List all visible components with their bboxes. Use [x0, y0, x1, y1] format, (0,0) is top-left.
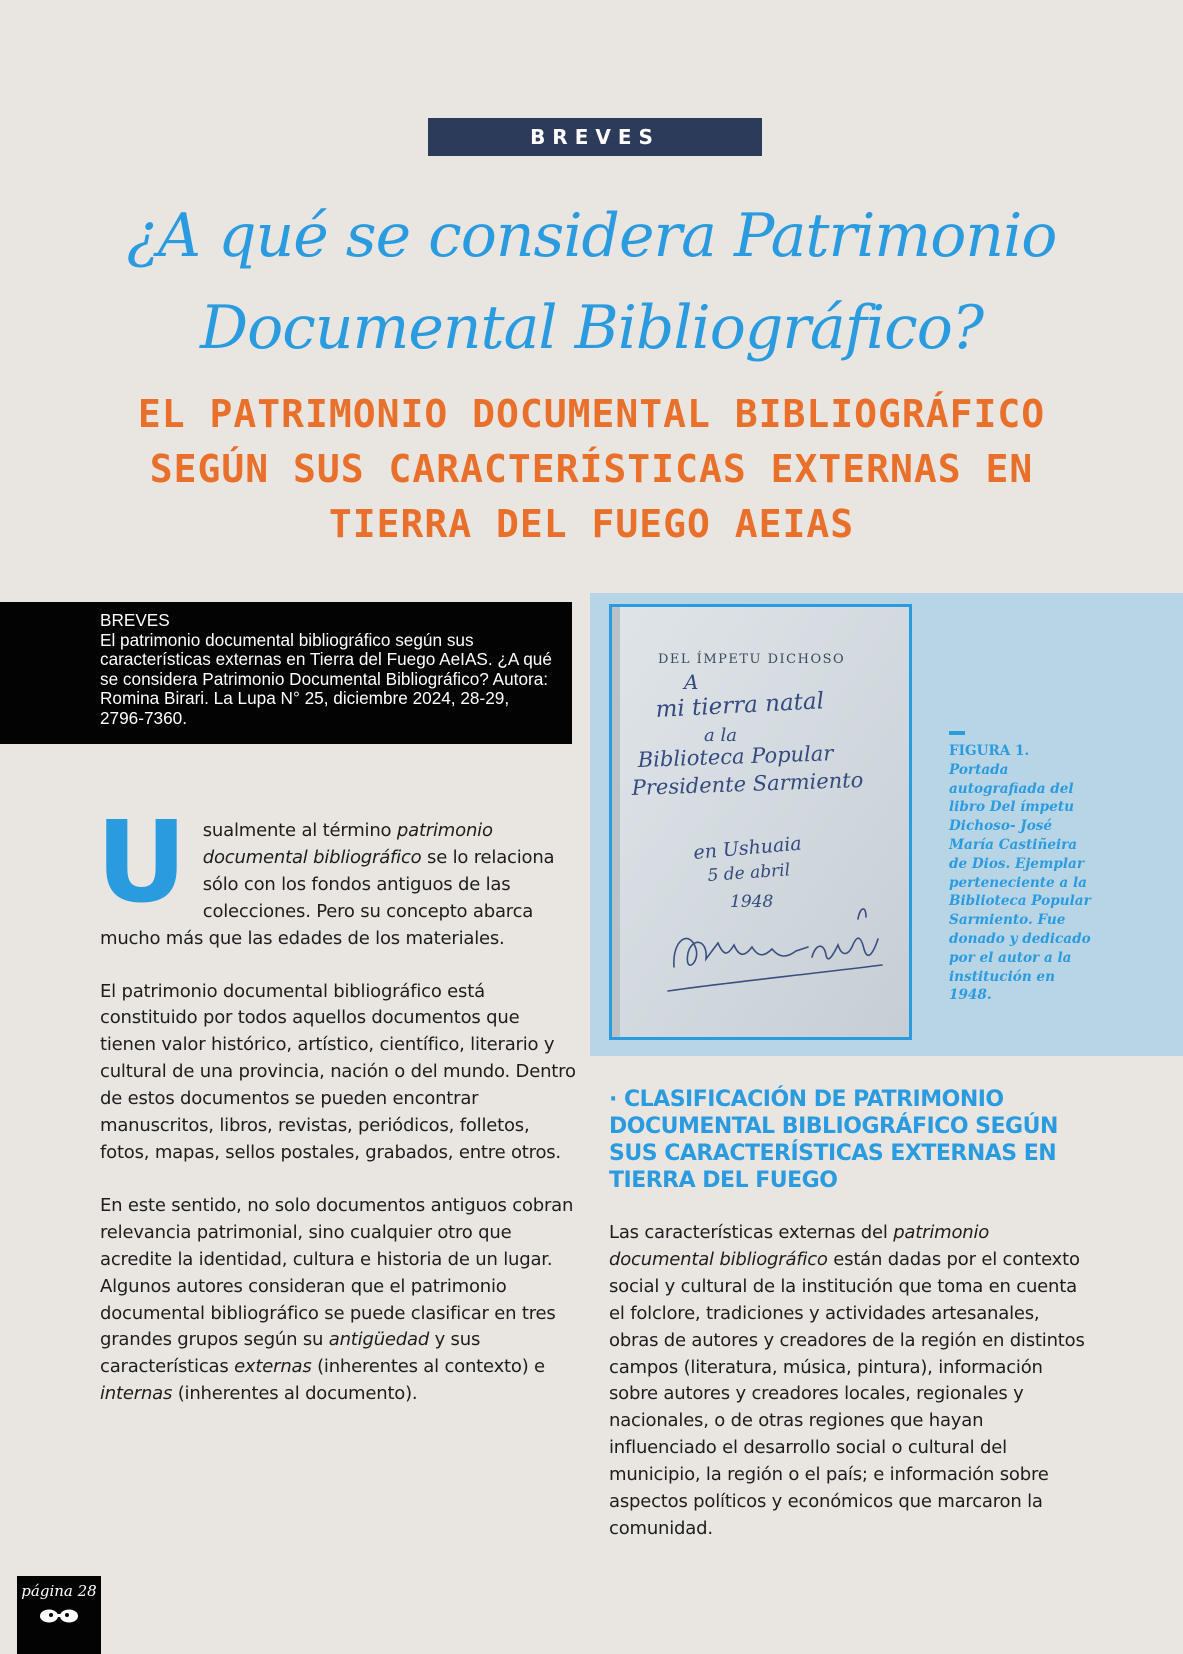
paragraph-1 — [96, 798, 580, 953]
article-subtitle — [80, 387, 1103, 552]
paragraph-right-text-a: Las características externas del — [609, 1222, 894, 1243]
handwriting-line-4: Biblioteca Popular — [637, 741, 834, 772]
handwriting-line-7: 5 de abril — [706, 860, 791, 886]
paragraph-right-text-b: están dadas por el contexto social y cultural de la institución que toma en cuenta el folclore, tradiciones y actividades artesanales, obras de autores y creadores de la región en distintos campos (literatura, música, pintura), información sobre autores y creadores locales, regionales y nacionales, o de otras regiones que hayan influenciado el desarrollo social o cultural del municipio, la región o el país; e información sobre aspectos políticos y económicos que marcaron la comunidad. — [609, 1248, 1085, 1539]
printed-book-title: DEL ÍMPETU DICHOSO — [658, 652, 846, 667]
paragraph-1-text-b: se lo relaciona sólo con los fondos antiguos de las colecciones. Pero su concepto abarca mucho más que las edades de los materiales. — [100, 846, 555, 949]
handwriting-line-8: 1948 — [730, 892, 774, 912]
paragraph-3-text-c: (inherentes al contexto) e — [311, 1356, 545, 1378]
paragraph-2: El patrimonio documental bibliográfico está constituido por todos aquellos documentos que tienen valor histórico, artístico, científico, literario y cultural de una provincia, nación o del mundo. Dentro de estos documentos se pueden encontrar manuscritos, libros, revistas, periódicos, folletos, fotos, mapas, sellos postales, grabados, entre otros. — [100, 980, 576, 1163]
handwriting-line-3: a la — [704, 725, 737, 746]
body-column-left — [96, 798, 580, 1434]
handwriting-line-2: mi tierra natal — [654, 688, 825, 723]
page-number-badge — [17, 1576, 101, 1654]
handwriting-line-6: en Ushuaia — [692, 832, 803, 864]
citation-label: BREVES — [100, 610, 170, 630]
subtitle-line-2: SEGÚN SUS CARACTERÍSTICAS EXTERNAS EN — [149, 447, 1034, 491]
handwriting-line-1: A — [684, 670, 699, 694]
figure-label: FIGURA 1. — [949, 743, 1030, 759]
paragraph-3-emphasis-2: externas — [234, 1356, 312, 1378]
paragraph-3-emphasis-1: antigüedad — [328, 1329, 430, 1351]
paragraph-right-emphasis: patrimonio documental bibliográfico — [609, 1222, 990, 1270]
magnifier-glasses-icon — [37, 1606, 81, 1626]
title-line-2: Documental Bibliográfico? — [199, 293, 983, 363]
citation-box — [0, 602, 572, 744]
page-title — [60, 190, 1123, 374]
figure-caption — [949, 731, 1099, 1005]
paragraph-3-text-b: y sus características — [100, 1329, 481, 1378]
figure-caption-text: Portada autografiada del libro Del ímpetu Dichoso- José María Castiñeira de Dios. Ejemplar perteneciente a la Biblioteca Popular Sarmiento. Fue donado y dedicado por el autor a la institución en 1948. — [949, 761, 1091, 1004]
drop-cap: U — [96, 798, 187, 928]
subtitle-line-1: EL PATRIMONIO DOCUMENTAL BIBLIOGRÁFICO — [137, 392, 1046, 436]
handwriting-line-5: Presidente Sarmiento — [631, 767, 864, 800]
paragraph-right — [609, 1220, 1089, 1543]
caption-mark — [949, 731, 965, 735]
paragraph-1-text-a: sualmente al término — [202, 820, 397, 841]
paragraph-3 — [100, 1193, 580, 1408]
book-cover-photo — [609, 604, 912, 1040]
page-number: página 28 — [21, 1582, 97, 1600]
section-tag: BREVES — [428, 118, 762, 156]
title-line-1: ¿A qué se considera Patrimonio — [126, 201, 1057, 271]
body-column-right — [609, 1220, 1089, 1543]
paragraph-3-text-a: En este sentido, no solo documentos antiguos cobran relevancia patrimonial, sino cualquier otro que acredite la identidad, cultura e historia de un lugar. Algunos autores consideran que el patrimonio documental bibliográfico se puede clasificar en tres grandes grupos según su — [100, 1194, 574, 1351]
citation-text: El patrimonio documental bibliográfico según sus características externas en Tierra del Fuego AeIAS. ¿A qué se considera Patrimonio Documental Bibliográfico? Autora: Romina Birari. La Lupa N° 25, diciembre 2024, 28-29, 2796-7360. — [100, 629, 552, 728]
paragraph-1-emphasis: patrimonio documental bibliográfico — [202, 820, 493, 868]
subtitle-line-3: TIERRA DEL FUEGO AEIAS — [328, 502, 855, 546]
paragraph-3-emphasis-3: internas — [100, 1383, 173, 1405]
section-heading: · CLASIFICACIÓN DE PATRIMONIO DOCUMENTAL BIBLIOGRÁFICO SEGÚN SUS CARACTERÍSTICAS EXTERNAS EN TIERRA DEL FUEGO — [609, 1087, 1058, 1193]
paragraph-3-text-d: (inherentes al documento). — [172, 1383, 418, 1405]
